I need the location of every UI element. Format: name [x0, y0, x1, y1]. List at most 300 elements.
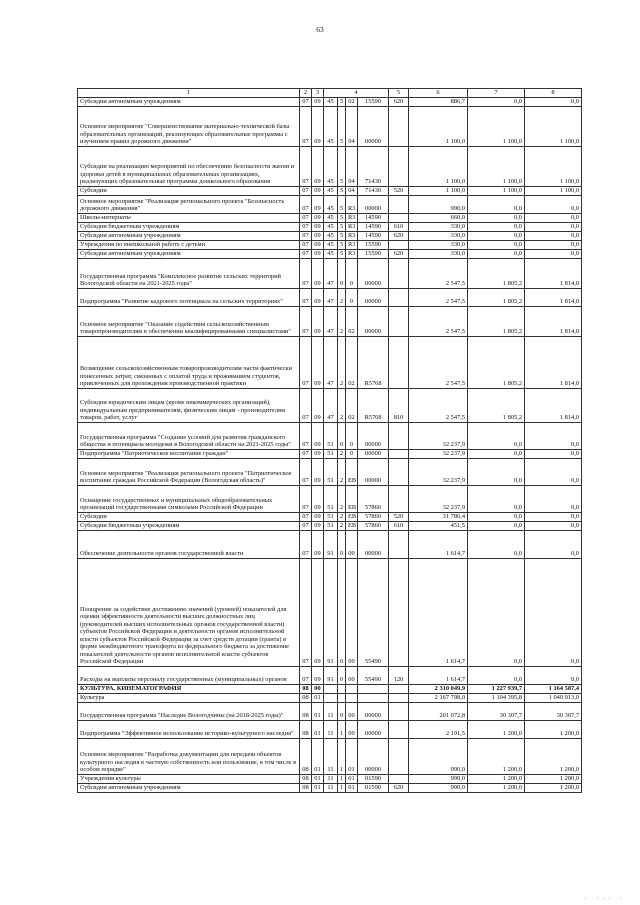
amount-col6: 990,0 [409, 739, 468, 775]
amount-col7: 1 200,0 [468, 775, 525, 784]
event-code: 0 [346, 289, 358, 307]
amount-col6: 2 167 798,0 [409, 694, 468, 703]
event-code: ЕВ [346, 522, 358, 531]
expense-type-code [389, 559, 409, 667]
amount-col6: 1 614,7 [409, 667, 468, 685]
amount-col8: 0,0 [525, 522, 582, 531]
program-code: 11 [324, 784, 338, 793]
row-name: Подпрограмма "Развитие кадрового потенциала на сельских территориях" [78, 289, 300, 307]
direction-code: 00000 [358, 721, 389, 739]
subprogram-code: 5 [338, 223, 346, 232]
amount-col8: 0,0 [525, 450, 582, 459]
event-code: 02 [346, 337, 358, 389]
event-code [346, 685, 358, 694]
subsection-code: 09 [312, 98, 324, 107]
section-code: 07 [300, 522, 312, 531]
section-code: 08 [300, 784, 312, 793]
amount-col7: 0,0 [468, 223, 525, 232]
program-code: 51 [324, 486, 338, 513]
amount-col6: 660,0 [409, 214, 468, 223]
program-code: 45 [324, 196, 338, 214]
direction-code: 14590 [358, 223, 389, 232]
expense-type-code [389, 739, 409, 775]
section-code: 07 [300, 307, 312, 337]
amount-col7: 0,0 [468, 667, 525, 685]
event-code: 00 [346, 721, 358, 739]
section-code: 07 [300, 450, 312, 459]
amount-col8: 0,0 [525, 559, 582, 667]
direction-code: 01590 [358, 775, 389, 784]
subsection-code: 01 [312, 775, 324, 784]
expense-type-code [389, 337, 409, 389]
amount-col6: 201 072,8 [409, 703, 468, 721]
table-row [78, 667, 582, 685]
program-code: 51 [324, 450, 338, 459]
section-code: 08 [300, 739, 312, 775]
program-code: 51 [324, 459, 338, 486]
program-code: 51 [324, 513, 338, 522]
expense-type-code [389, 459, 409, 486]
table-row [78, 337, 582, 389]
expense-type-code [389, 307, 409, 337]
expense-type-code: 620 [389, 232, 409, 241]
table-row [78, 703, 582, 721]
direction-code: R5768 [358, 337, 389, 389]
subsection-code: 09 [312, 667, 324, 685]
row-name: Учреждения культуры [78, 775, 300, 784]
event-code: 04 [346, 147, 358, 187]
amount-col6: 2 547,5 [409, 259, 468, 289]
row-name: Субсидии юридическим лицам (кроме некоммерческих организаций), индивидуальным предпринимателям, физическим лицам - производителям товаров, работ, услуг [78, 389, 300, 423]
amount-col7: 0,0 [468, 522, 525, 531]
section-code: 07 [300, 423, 312, 450]
subprogram-code: 2 [338, 307, 346, 337]
subsection-code: 09 [312, 459, 324, 486]
column-number: 6 [409, 89, 468, 98]
row-name: Основное мероприятие "Реализация регионального проекта "Патриотическое воспитание граждан Российской Федерации (Вологодская область)" [78, 459, 300, 486]
amount-col7: 1 104 395,8 [468, 694, 525, 703]
event-code: 01 [346, 784, 358, 793]
subsection-code: 01 [312, 721, 324, 739]
amount-col7: 1 805,2 [468, 259, 525, 289]
amount-col8: 0,0 [525, 423, 582, 450]
event-code: ЕВ [346, 513, 358, 522]
expense-type-code [389, 486, 409, 513]
subsection-code: 09 [312, 196, 324, 214]
expense-type-code [389, 694, 409, 703]
direction-code [358, 685, 389, 694]
program-code: 45 [324, 214, 338, 223]
subprogram-code: 0 [338, 531, 346, 559]
amount-col7: 0,0 [468, 196, 525, 214]
amount-col8: 0,0 [525, 214, 582, 223]
amount-col7: 1 805,2 [468, 307, 525, 337]
amount-col8: 1 100,0 [525, 147, 582, 187]
row-name: Государственная программа "Наследие Вологодчины (на 2018-2025 годы)" [78, 703, 300, 721]
direction-code: 55490 [358, 559, 389, 667]
section-code: 07 [300, 389, 312, 423]
direction-code: 00000 [358, 196, 389, 214]
table-row [78, 513, 582, 522]
table-row [78, 223, 582, 232]
row-name: Основное мероприятие "Совершенствование материально-технической базы образовательных организаций, реализующих образовательные программы с изучением правил дорожного движения" [78, 107, 300, 147]
event-code: 01 [346, 739, 358, 775]
subprogram-code: 5 [338, 250, 346, 259]
row-name: Субсидии автономным учреждениям [78, 98, 300, 107]
amount-col6: 990,0 [409, 784, 468, 793]
expense-type-code: 810 [389, 389, 409, 423]
table-row [78, 289, 582, 307]
row-name: Субсидии бюджетным учреждениям [78, 522, 300, 531]
event-code: 0 [346, 423, 358, 450]
subprogram-code: 2 [338, 522, 346, 531]
amount-col6: 32 237,9 [409, 459, 468, 486]
section-code: 07 [300, 214, 312, 223]
subsection-code: 09 [312, 513, 324, 522]
amount-col7: 1 805,2 [468, 389, 525, 423]
amount-col7: 0,0 [468, 450, 525, 459]
amount-col7: 1 227 939,7 [468, 685, 525, 694]
section-code: 07 [300, 241, 312, 250]
subprogram-code: 2 [338, 459, 346, 486]
expense-type-code [389, 107, 409, 147]
row-name: Государственная программа "Комплексное развитие сельских территорий Вологодской области на 2021-2025 годы" [78, 259, 300, 289]
row-name: Субсидии на реализацию мероприятий по обеспечению безопасности жизни и здоровья детей в муниципальных образовательных организациях, реализующих образовательные программы дошкольного образования [78, 147, 300, 187]
amount-col6: 2 547,5 [409, 389, 468, 423]
direction-code: 57860 [358, 513, 389, 522]
subsection-code: 09 [312, 241, 324, 250]
amount-col7: 1 805,2 [468, 337, 525, 389]
amount-col6: 31 786,4 [409, 513, 468, 522]
program-code: 91 [324, 667, 338, 685]
program-code: 45 [324, 187, 338, 196]
column-number-row [78, 89, 582, 98]
table-row [78, 739, 582, 775]
amount-col7: 0,0 [468, 513, 525, 522]
table-row [78, 694, 582, 703]
table-row [78, 784, 582, 793]
direction-code: 00000 [358, 531, 389, 559]
expense-type-code: 120 [389, 667, 409, 685]
expense-type-code: 520 [389, 513, 409, 522]
table-row [78, 721, 582, 739]
table-row [78, 389, 582, 423]
direction-code: 00000 [358, 703, 389, 721]
direction-code: 14590 [358, 214, 389, 223]
program-code: 47 [324, 307, 338, 337]
table-row [78, 459, 582, 486]
program-code: 45 [324, 147, 338, 187]
table-row [78, 522, 582, 531]
subsection-code: 09 [312, 307, 324, 337]
amount-col6: 2 191,5 [409, 721, 468, 739]
table-row [78, 107, 582, 147]
row-name: Обеспечение деятельности органов государственной власти [78, 531, 300, 559]
program-code [324, 685, 338, 694]
subsection-code: 01 [312, 703, 324, 721]
amount-col8: 0,0 [525, 250, 582, 259]
direction-code: 00000 [358, 259, 389, 289]
expense-type-code: 620 [389, 784, 409, 793]
subprogram-code [338, 694, 346, 703]
section-code: 08 [300, 694, 312, 703]
column-number: 3 [312, 89, 324, 98]
subprogram-code: 1 [338, 739, 346, 775]
program-code: 51 [324, 423, 338, 450]
expense-type-code [389, 721, 409, 739]
subsection-code: 09 [312, 289, 324, 307]
section-code: 08 [300, 721, 312, 739]
subsection-code: 09 [312, 531, 324, 559]
subsection-code: 09 [312, 250, 324, 259]
subprogram-code: 5 [338, 98, 346, 107]
subsection-code: 09 [312, 389, 324, 423]
amount-col6: 1 614,7 [409, 531, 468, 559]
amount-col8: 0,0 [525, 232, 582, 241]
subprogram-code: 2 [338, 486, 346, 513]
amount-col8: 1 200,0 [525, 784, 582, 793]
amount-col6: 330,0 [409, 223, 468, 232]
amount-col7: 1 200,0 [468, 721, 525, 739]
amount-col7: 0,0 [468, 486, 525, 513]
direction-code: 00000 [358, 450, 389, 459]
amount-col8: 1 814,0 [525, 289, 582, 307]
subprogram-code: 5 [338, 214, 346, 223]
direction-code: 15590 [358, 98, 389, 107]
event-code: 02 [346, 98, 358, 107]
program-code: 47 [324, 389, 338, 423]
amount-col6: 1 614,7 [409, 559, 468, 667]
table-body [78, 98, 582, 793]
direction-code: 00000 [358, 459, 389, 486]
expense-type-code [389, 685, 409, 694]
amount-col8: 1 814,0 [525, 337, 582, 389]
direction-code: 00000 [358, 289, 389, 307]
section-code: 07 [300, 559, 312, 667]
row-name: Государственная программа "Создание условий для развития гражданского общества и потенциала молодежи в Вологодской области на 2021-2025 годы" [78, 423, 300, 450]
section-code: 07 [300, 259, 312, 289]
program-code: 91 [324, 559, 338, 667]
section-code: 07 [300, 147, 312, 187]
amount-col6: 32 237,9 [409, 486, 468, 513]
subsection-code: 01 [312, 784, 324, 793]
amount-col7: 0,0 [468, 214, 525, 223]
subsection-code: 01 [312, 694, 324, 703]
direction-code [358, 694, 389, 703]
row-name: Субсидии автономным учреждениям [78, 784, 300, 793]
section-code: 07 [300, 223, 312, 232]
amount-col8: 0,0 [525, 196, 582, 214]
amount-col7: 1 200,0 [468, 739, 525, 775]
table-row [78, 147, 582, 187]
subprogram-code: 0 [338, 559, 346, 667]
subprogram-code: 5 [338, 232, 346, 241]
amount-col8: 0,0 [525, 531, 582, 559]
amount-col8: 1 040 913,0 [525, 694, 582, 703]
amount-col7: 0,0 [468, 531, 525, 559]
program-code: 45 [324, 223, 338, 232]
table-row [78, 187, 582, 196]
amount-col8: 0,0 [525, 667, 582, 685]
direction-code: 14590 [358, 232, 389, 241]
event-code: 00 [346, 667, 358, 685]
subprogram-code: 0 [338, 259, 346, 289]
row-name: Субсидии автономным учреждениям [78, 232, 300, 241]
column-number: 7 [468, 89, 525, 98]
expense-type-code: 520 [389, 187, 409, 196]
direction-code: 15590 [358, 241, 389, 250]
table-row [78, 241, 582, 250]
program-code: 47 [324, 259, 338, 289]
amount-col6: 330,0 [409, 232, 468, 241]
amount-col8: 0,0 [525, 513, 582, 522]
amount-col8: 1 100,0 [525, 107, 582, 147]
subsection-code: 09 [312, 147, 324, 187]
amount-col7: 0,0 [468, 459, 525, 486]
program-code: 47 [324, 289, 338, 307]
amount-col8: 0,0 [525, 223, 582, 232]
subprogram-code: 0 [338, 423, 346, 450]
amount-col8: 1 200,0 [525, 721, 582, 739]
subprogram-code: 5 [338, 187, 346, 196]
row-name: Культура [78, 694, 300, 703]
section-code: 07 [300, 289, 312, 307]
amount-col6: 2 310 049,9 [409, 685, 468, 694]
program-code: 51 [324, 522, 338, 531]
section-code: 07 [300, 98, 312, 107]
subsection-code: 00 [312, 685, 324, 694]
direction-code: 55490 [358, 667, 389, 685]
row-name: Школы-интернаты [78, 214, 300, 223]
subsection-code: 09 [312, 259, 324, 289]
subprogram-code: 2 [338, 337, 346, 389]
amount-col7: 1 100,0 [468, 187, 525, 196]
amount-col8: 1 200,0 [525, 739, 582, 775]
program-code: 45 [324, 250, 338, 259]
event-code: 04 [346, 187, 358, 196]
amount-col6: 2 547,5 [409, 289, 468, 307]
event-code: 0 [346, 259, 358, 289]
event-code: 02 [346, 307, 358, 337]
row-name: Субсидии бюджетным учреждениям [78, 223, 300, 232]
subsection-code: 09 [312, 337, 324, 389]
subsection-code: 09 [312, 223, 324, 232]
table-row [78, 531, 582, 559]
amount-col6: 1 100,0 [409, 187, 468, 196]
amount-col8: 1 814,0 [525, 389, 582, 423]
amount-col7: 1 200,0 [468, 784, 525, 793]
event-code: R3 [346, 241, 358, 250]
subprogram-code: 2 [338, 450, 346, 459]
amount-col8: 0,0 [525, 241, 582, 250]
expense-type-code [389, 531, 409, 559]
event-code: R3 [346, 214, 358, 223]
column-number: 4 [324, 89, 389, 98]
subprogram-code: 1 [338, 721, 346, 739]
amount-col7: 0,0 [468, 241, 525, 250]
table-row [78, 232, 582, 241]
row-name: Поощрение за содействие достижению значений (уровней) показателей для оценки эффективности деятельности высших должностных лиц (руководителей высших исполнительных органов государственной власти) субъектов Российской Федерации и деятельности органов исполнительной власти субъектов Российской Федерации за счет средств дотации (гранта) в форме межбюджетного трансферта из федерального бюджета за достижение показателей деятельности органов исполнительной власти субъектов Российской Федерации [78, 559, 300, 667]
direction-code: 57860 [358, 522, 389, 531]
direction-code: 00000 [358, 307, 389, 337]
amount-col8: 30 307,7 [525, 703, 582, 721]
subprogram-code: 2 [338, 513, 346, 522]
program-code: 11 [324, 739, 338, 775]
table-row [78, 250, 582, 259]
subsection-code: 09 [312, 232, 324, 241]
event-code: ЕВ [346, 486, 358, 513]
subprogram-code: 5 [338, 196, 346, 214]
section-code: 07 [300, 187, 312, 196]
amount-col8: 0,0 [525, 459, 582, 486]
subprogram-code: 0 [338, 703, 346, 721]
event-code: R3 [346, 196, 358, 214]
event-code: 02 [346, 389, 358, 423]
subprogram-code: 1 [338, 784, 346, 793]
section-code: 07 [300, 232, 312, 241]
section-code: 08 [300, 703, 312, 721]
subprogram-code: 0 [338, 667, 346, 685]
amount-col7: 0,0 [468, 98, 525, 107]
direction-code: 57860 [358, 486, 389, 513]
program-code: 11 [324, 721, 338, 739]
expense-type-code [389, 241, 409, 250]
event-code: R3 [346, 232, 358, 241]
event-code: ЕВ [346, 459, 358, 486]
amount-col7: 30 307,7 [468, 703, 525, 721]
row-name: Основное мероприятие "Оказание содействия сельскохозяйственным товаропроизводителям в обеспечении квалифицированными специалистами" [78, 307, 300, 337]
subprogram-code: 2 [338, 289, 346, 307]
amount-col7: 0,0 [468, 559, 525, 667]
table-row [78, 423, 582, 450]
expense-type-code [389, 775, 409, 784]
event-code: 00 [346, 531, 358, 559]
direction-code: 71430 [358, 147, 389, 187]
subsection-code: 09 [312, 107, 324, 147]
section-code: 07 [300, 486, 312, 513]
section-code: 07 [300, 531, 312, 559]
expense-type-code [389, 289, 409, 307]
direction-code: 00000 [358, 107, 389, 147]
amount-col8: 0,0 [525, 486, 582, 513]
event-code: 04 [346, 107, 358, 147]
program-code: 45 [324, 232, 338, 241]
amount-col6: 1 100,0 [409, 147, 468, 187]
subprogram-code: 5 [338, 147, 346, 187]
event-code: 00 [346, 703, 358, 721]
row-name: Субсидии [78, 187, 300, 196]
expense-type-code [389, 703, 409, 721]
amount-col7: 1 100,0 [468, 147, 525, 187]
amount-col7: 1 805,2 [468, 289, 525, 307]
amount-col8: 1 200,0 [525, 775, 582, 784]
amount-col6: 990,0 [409, 196, 468, 214]
subsection-code: 09 [312, 214, 324, 223]
row-name: Учреждения по внешкольной работе с детьми [78, 241, 300, 250]
section-code: 07 [300, 107, 312, 147]
program-code: 91 [324, 531, 338, 559]
column-number: 8 [525, 89, 582, 98]
expense-type-code: 610 [389, 522, 409, 531]
subprogram-code: 5 [338, 107, 346, 147]
table-row [78, 450, 582, 459]
column-number: 1 [78, 89, 300, 98]
table-row [78, 196, 582, 214]
amount-col8: 1 814,0 [525, 307, 582, 337]
subprogram-code: 2 [338, 389, 346, 423]
expense-type-code: 620 [389, 98, 409, 107]
amount-col6: 2 547,5 [409, 307, 468, 337]
